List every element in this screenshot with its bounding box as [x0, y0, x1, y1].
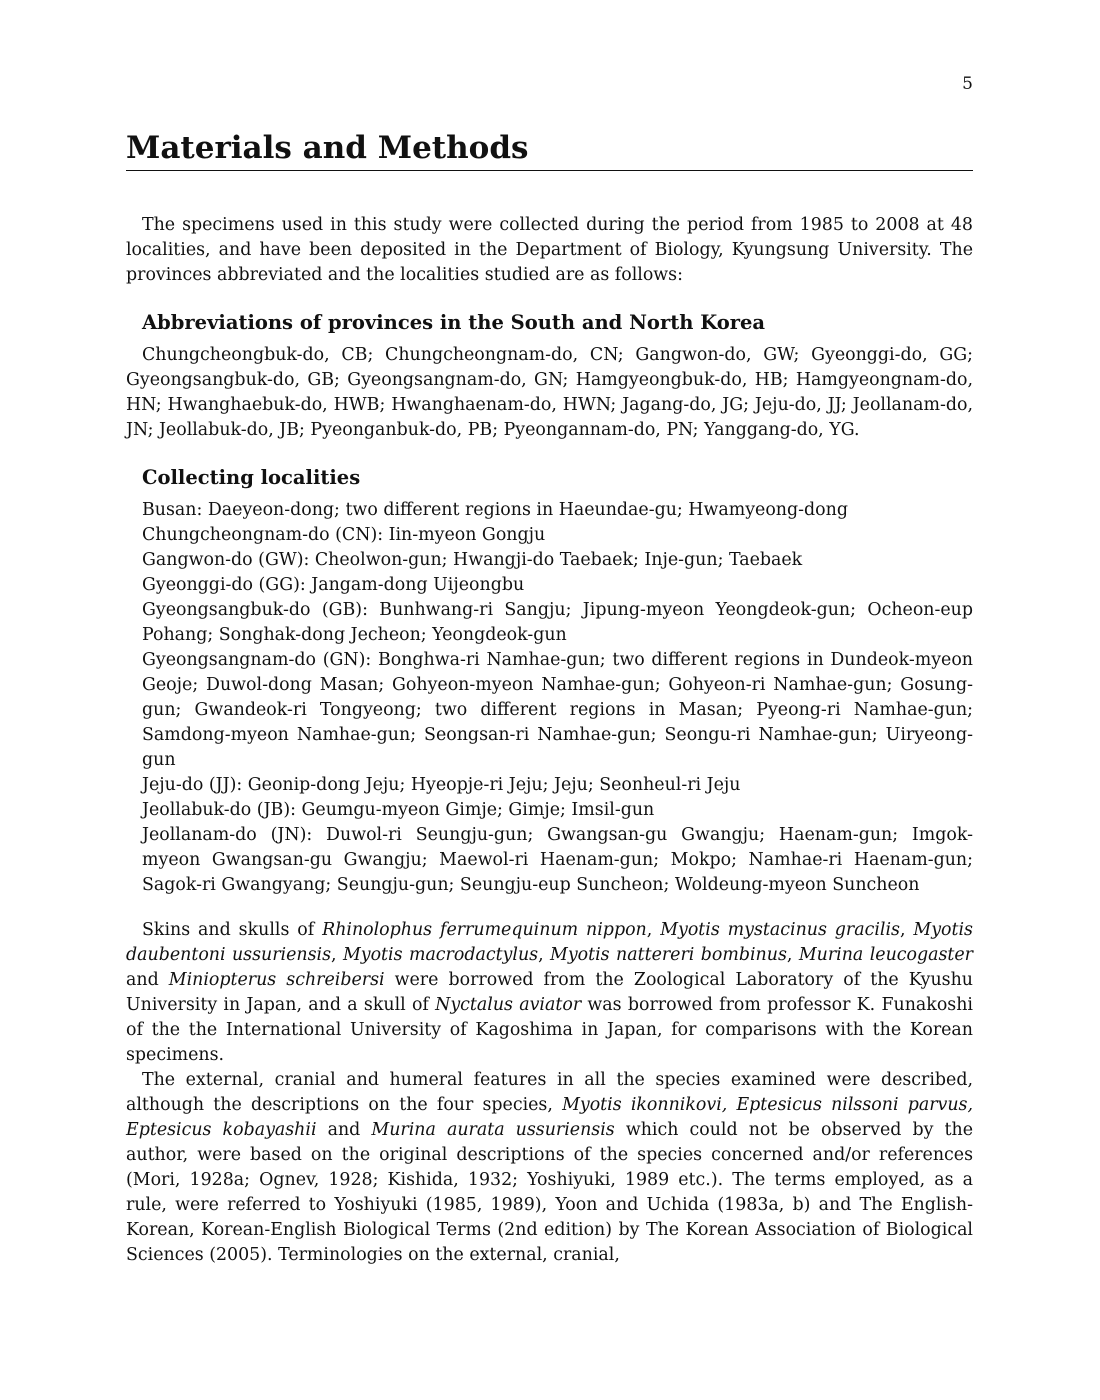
- text-run: ,: [899, 920, 914, 940]
- list-item: Gyeongsangnam-do (GN): Bonghwa-ri Namhae-gun; two different regions in Dundeok-myeon Geoje; Duwol-dong Masan; Gohyeon-myeon Namhae-gun; Gohyeon-ri Namhae-gun; Gosung-gun; Gwandeok-ri Tongyeong; two different regions in Masan; Pyeong-ri Namhae-gun; Samdong-myeon Namhae-gun; Seongsan-ri Namhae-gun; Seongu-ri Namhae-gun; Uiryeong-gun: [142, 650, 973, 770]
- text-run: The external, cranial and humeral features in all the species examined were described, although the descriptions on the four species,: [126, 1070, 973, 1115]
- list-item: Jeju-do (JJ): Geonip-dong Jeju; Hyeopje-ri Jeju; Jeju; Seonheul-ri Jeju: [142, 775, 741, 795]
- text-run: Skins and skulls of: [142, 920, 323, 940]
- localities-list: [126, 498, 973, 898]
- text-run: which could not be observed by the author, were based on the original descriptions of the species concerned and/or references (Mori, 1928a; Ognev, 1928; Kishida, 1932; Yoshiyuki, 1989 etc.). The terms employed, as a rule, were referred to Yoshiyuki (1985, 1989), Yoon and Uchida (1983a, b) and The English-Korean, Korean-English Biological Terms (2nd edition) by The Korean Association of Biological Sciences (2005). Terminologies on the external, cranial,: [126, 1120, 974, 1265]
- list-item: Gangwon-do (GW): Cheolwon-gun; Hwangji-do Taebaek; Inje-gun; Taebaek: [142, 550, 803, 570]
- text-run: ,: [786, 945, 799, 965]
- species-name: Myotis mystacinus gracilis: [660, 920, 900, 940]
- list-item: Chungcheongnam-do (CN): Iin-myeon Gongju: [142, 525, 546, 545]
- list-item-hanging: [142, 598, 973, 648]
- text-run: ,: [331, 945, 343, 965]
- document-body: [126, 213, 973, 1268]
- species-name: Murina aurata ussuriensis: [371, 1120, 615, 1140]
- list-item: Gyeongsangbuk-do (GB): Bunhwang-ri Sangju; Jipung-myeon Yeongdeok-gun; Ocheon-eup Pohang; Songhak-dong Jecheon; Yeongdeok-gun: [142, 600, 973, 645]
- species-name: Myotis daubentoni ussuriensis: [126, 920, 973, 965]
- text-run: and: [316, 1120, 372, 1140]
- section-title: Materials and Methods: [126, 128, 973, 171]
- features-paragraph: [126, 1068, 973, 1268]
- species-name: Nyctalus aviator: [435, 995, 582, 1015]
- list-item-hanging: [142, 823, 973, 898]
- text-run: ,: [538, 945, 551, 965]
- species-name: Myotis macrodactylus: [342, 945, 539, 965]
- species-name: Rhinolophus ferrumequinum nippon: [322, 920, 647, 940]
- page-number: 5: [962, 74, 973, 94]
- intro-paragraph: The specimens used in this study were collected during the period from 1985 to 2008 at 48 localities, and have been deposited in the Department of Biology, Kyungsung University. The provinces abbreviated and the localities studied are as follows:: [126, 215, 973, 285]
- list-item-hanging: [142, 648, 973, 773]
- abbreviations-heading: Abbreviations of provinces in the South and North Korea: [142, 311, 766, 334]
- abbreviations-paragraph: Chungcheongbuk-do, CB; Chungcheongnam-do, CN; Gangwon-do, GW; Gyeonggi-do, GG; Gyeongsangbuk-do, GB; Gyeongsangnam-do, GN; Hamgyeongbuk-do, HB; Hamgyeongnam-do, HN; Hwanghaebuk-do, HWB; Hwanghaenam-do, HWN; Jagang-do, JG; Jeju-do, JJ; Jeollanam-do, JN; Jeollabuk-do, JB; Pyeonganbuk-do, PB; Pyeongannam-do, PN; Yanggang-do, YG.: [126, 345, 973, 440]
- text-run: were borrowed from the Zoological Laboratory of the Kyushu University in Japan, and a skull of: [126, 970, 973, 1015]
- text-run: and: [126, 970, 169, 990]
- list-item: Jeollabuk-do (JB): Geumgu-myeon Gimje; Gimje; Imsil-gun: [142, 800, 655, 820]
- species-name: Miniopterus schreibersi: [168, 970, 385, 990]
- species-name: Myotis ikonnikovi, Eptesicus nilssoni parvus, Eptesicus kobayashii: [126, 1095, 973, 1140]
- text-run: was borrowed from professor K. Funakoshi of the the International University of Kagoshima in Japan, for comparisons with the Korean specimens.: [126, 995, 973, 1065]
- list-item: Busan: Daeyeon-dong; two different regions in Haeundae-gu; Hwamyeong-dong: [142, 500, 848, 520]
- skins-paragraph: [126, 918, 973, 1068]
- list-item: Jeollanam-do (JN): Duwol-ri Seungju-gun; Gwangsan-gu Gwangju; Haenam-gun; Imgok-myeon Gwangsan-gu Gwangju; Maewol-ri Haenam-gun; Mokpo; Namhae-ri Haenam-gun; Sagok-ri Gwangyang; Seungju-gun; Seungju-eup Suncheon; Woldeung-myeon Suncheon: [142, 825, 973, 895]
- species-name: Murina leucogaster: [798, 945, 973, 965]
- text-run: ,: [646, 920, 661, 940]
- list-item: Gyeonggi-do (GG): Jangam-dong Uijeongbu: [142, 575, 525, 595]
- species-name: Myotis nattereri bombinus: [550, 945, 787, 965]
- localities-heading: Collecting localities: [142, 466, 361, 489]
